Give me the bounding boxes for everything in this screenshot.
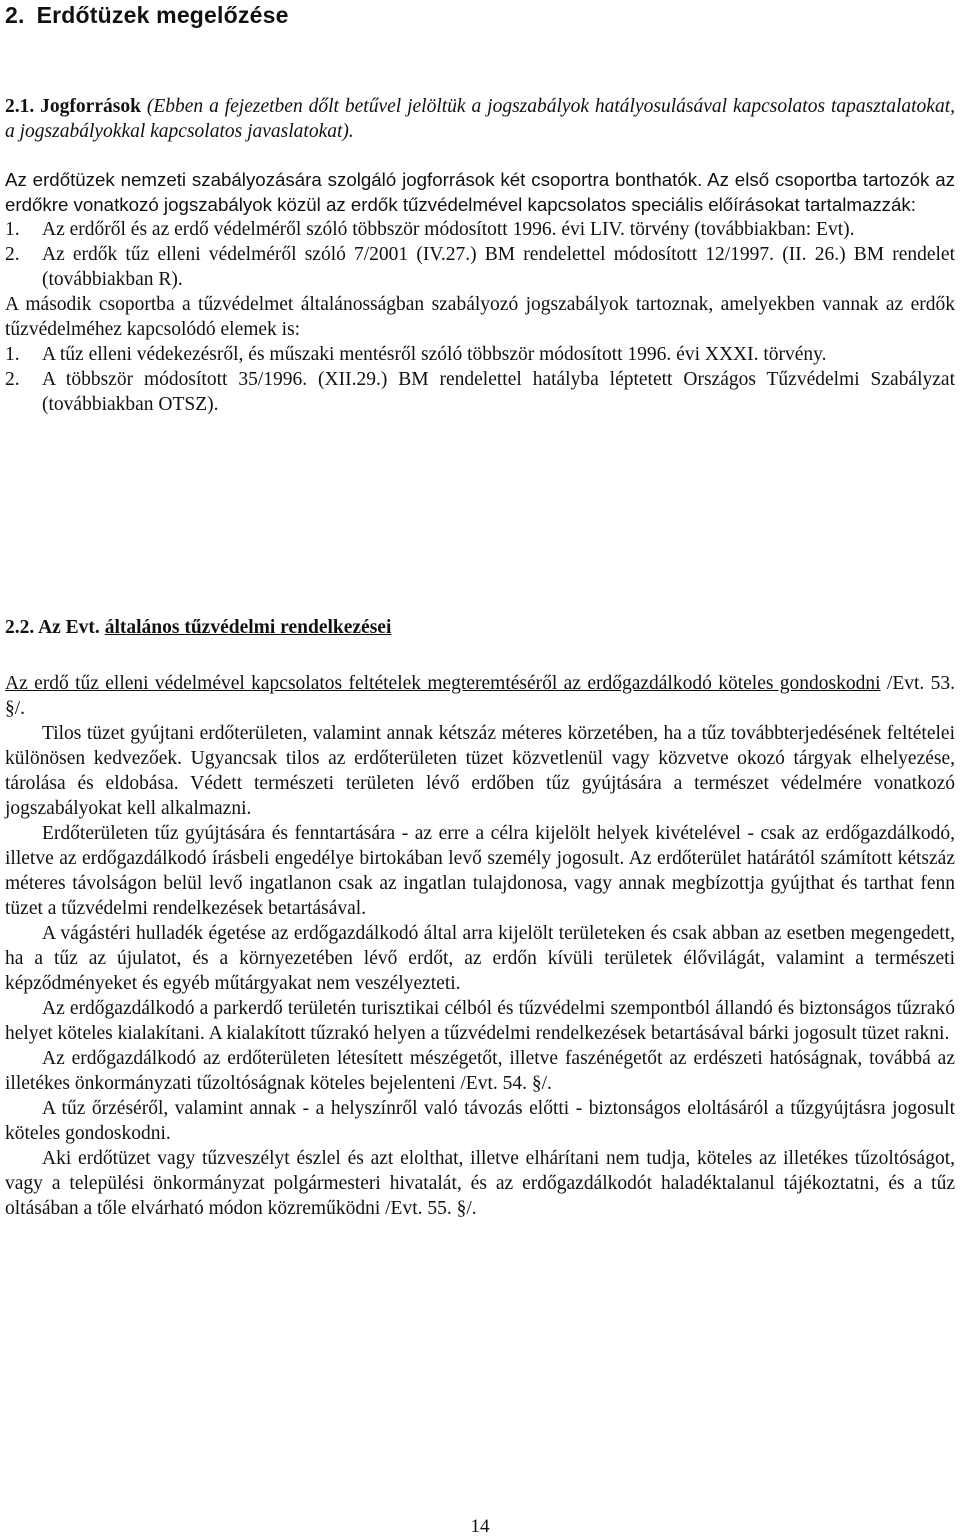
paragraph: Erdőterületen tűz gyújtására és fenntartására - az erre a célra kijelölt helyek kivételével - csak az erdőgazdálkodó, illetve az erdőgazdálkodó írásbeli engedélye birtokában levő személy jogosult. Az erdőterület határától számított kétszáz méteres távolságon belül levő ingatlanon csak az ingatlan tulajdonosa, vagy annak megbízottja gyújthat és tarthat fenn tüzet a tűzvédelmi rendelkezések betartásával.	[5, 823, 955, 919]
section-2-1-note: (Ebben a fejezetben dőlt betűvel jelöltük a jogszabályok hatályosulásával kapcsolatos tapasztalatokat, a jogszabályokkal kapcsolatos javaslatokat).	[5, 96, 955, 142]
paragraph: Aki erdőtüzet vagy tűzveszélyt észlel és azt elolthat, illetve elhárítani nem tudja, köteles az illetékes tűzoltóságot, vagy a települési önkormányzat polgármesteri hivatalát, és az erdőgazdálkodót haladéktalanul tájékoztatni, és a tűz oltásában a tőle elvárható módon közreműködni /Evt. 55. §/.	[5, 1148, 955, 1219]
chapter-number: 2.	[5, 2, 25, 28]
list-item	[5, 367, 955, 417]
section-2-1	[5, 94, 955, 417]
paragraph: A tűz őrzéséről, valamint annak - a helyszínről való távozás előtti - biztonságos eloltásáról a tűzgyújtásra jogosult köteles gondoskodni.	[5, 1098, 955, 1144]
paragraph: A vágástéri hulladék égetése az erdőgazdálkodó által arra kijelölt területeken és csak abban az esetben megengedett, ha a tűz az újulatot, és a környezetében lévő erdőt, az erdőn kívüli területek élővilágát, valamint a természeti képződményeket és egyéb műtárgyakat nem veszélyezteti.	[5, 923, 955, 994]
chapter-heading	[5, 2, 289, 29]
section-2-2-title: általános tűzvédelmi rendelkezései	[104, 617, 392, 638]
section-2-2-prefix: Az Evt.	[38, 617, 100, 638]
list-item-text: A többször módosított 35/1996. (XII.29.) BM rendelettel hatályba léptetett Országos Tűzvédelmi Szabályzat (továbbiakban OTSZ).	[42, 369, 955, 415]
paragraph: Az erdőgazdálkodó a parkerdő területén turisztikai célból és tűzvédelmi szempontból állandó és biztonságos tűzrakó helyet köteles kialakítani. A kialakított tűzrakó helyen a tűzvédelmi rendelkezések betartásával bárki jogosult tüzet rakni.	[5, 998, 955, 1044]
paragraph: Tilos tüzet gyújtani erdőterületen, valamint annak kétszáz méteres körzetében, ha a tűz továbbterjedésének feltételei különösen kedvezőek. Ugyancsak tilos az erdőterületen tüzet közvetlenül vagy közvetve okozó tárgyak elhelyezése, tárolása és eldobása. Védett természeti területen lévő erdőben tűz gyújtására a természet védelmére vonatkozó jogszabályokat kell alkalmazni.	[5, 723, 955, 819]
section-2-1-second-intro: A második csoportba a tűzvédelmet általánosságban szabályozó jogszabályok tartoznak, amelyekben vannak az erdők tűzvédelméhez kapcsolódó elemek is:	[5, 294, 955, 340]
section-2-1-number: 2.1.	[5, 96, 35, 117]
list-item-text: Az erdőről és az erdő védelméről szóló többször módosított 1996. évi LIV. törvény (továbbiakban: Evt).	[42, 219, 855, 240]
section-2-2-number: 2.2.	[5, 617, 35, 638]
list-item	[5, 217, 955, 242]
section-2-2-lead	[5, 671, 955, 721]
list-item-number: 2.	[5, 244, 20, 265]
section-2-1-intro: Az erdőtüzek nemzeti szabályozására szolgáló jogforrások két csoportra bonthatók. Az első csoportba tartozók az erdőkre vonatkozó jogszabályok közül az erdők tűzvédelmével kapcsolatos speciális előírásokat tartalmazzák:	[5, 169, 955, 215]
legal-sources-group-1	[5, 217, 955, 292]
chapter-title: Erdőtüzek megelőzése	[36, 2, 289, 28]
section-2-1-heading	[5, 94, 955, 144]
list-item	[5, 242, 955, 292]
list-item-number: 2.	[5, 369, 20, 390]
list-item-number: 1.	[5, 344, 20, 365]
section-2-1-title: Jogforrások	[40, 96, 141, 117]
paragraph: Az erdőgazdálkodó az erdőterületen létesített mészégetőt, illetve faszénégetőt az erdészeti hatóságnak, továbbá az illetékes önkormányzati tűzoltóságnak köteles bejelenteni /Evt. 54. §/.	[5, 1048, 955, 1094]
list-item-text: A tűz elleni védekezésről, és műszaki mentésről szóló többször módosított 1996. évi XXXI. törvény.	[42, 344, 827, 365]
legal-sources-group-2	[5, 342, 955, 417]
list-item-number: 1.	[5, 219, 20, 240]
page-number: 14	[470, 1516, 490, 1537]
list-item-text: Az erdők tűz elleni védelméről szóló 7/2001 (IV.27.) BM rendelettel módosított 12/1997. (II. 26.) BM rendelet (továbbiakban R).	[42, 244, 955, 290]
lead-reference: /Evt. 53. §/.	[5, 673, 955, 719]
lead-underlined-text: Az erdő tűz elleni védelmével kapcsolatos feltételek megteremtéséről az erdőgazdálkodó köteles gondoskodni	[5, 673, 881, 694]
section-2-2-heading	[5, 615, 391, 640]
list-item	[5, 342, 955, 367]
section-2-2	[5, 671, 955, 1221]
